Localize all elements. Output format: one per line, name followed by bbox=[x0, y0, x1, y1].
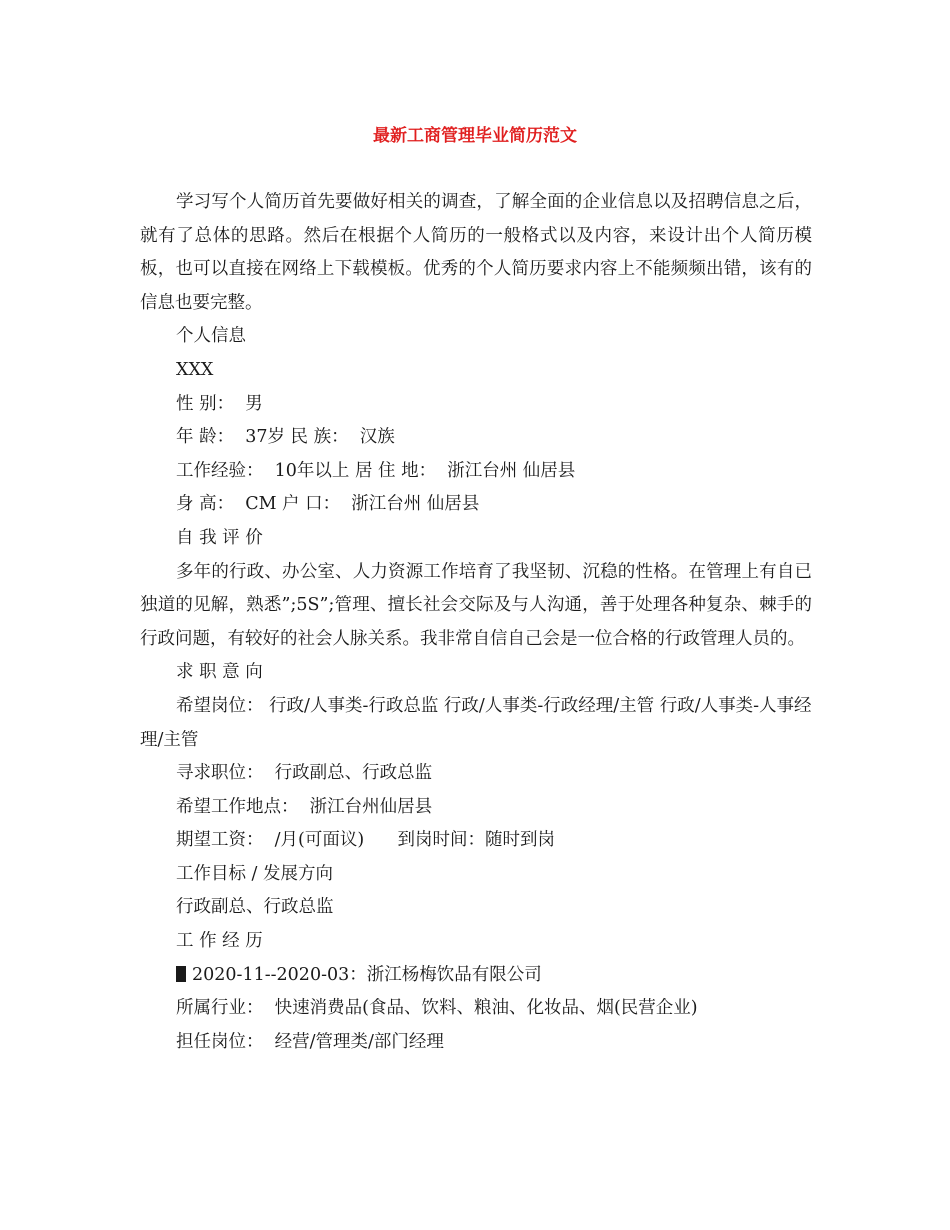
personal-info-heading: 个人信息 bbox=[176, 326, 246, 347]
career-goal-text: 行政副总、行政总监 bbox=[176, 897, 334, 918]
seeking-position-line: 寻求职位： 行政副总、行政总监 bbox=[176, 763, 433, 784]
salary-start-line: 期望工资： /月(可面议) 到岗时间：随时到岗 bbox=[176, 830, 556, 851]
role-line: 担任岗位： 经营/管理类/部门经理 bbox=[176, 1031, 444, 1052]
document-title: 最新工商管理毕业简历范文 bbox=[373, 126, 577, 146]
bullet-block-icon bbox=[176, 966, 186, 982]
self-evaluation-heading: 自 我 评 价 bbox=[176, 527, 263, 548]
self-evaluation-text: 多年的行政、办公室、人力资源工作培育了我坚韧、沉稳的性格。在管理上有自已独道的见解，熟悉”;5S”;管理、擅长社会交际及与人沟通，善于处理各种复杂、棘手的行政问题，有较好的社会人脉关系。我非常自信自己会是一位合格的行政管理人员的。 bbox=[140, 561, 812, 649]
job-intention-heading: 求 职 意 向 bbox=[176, 662, 263, 683]
career-goal-heading: 工作目标 / 发展方向 bbox=[176, 863, 334, 884]
work-period-line bbox=[140, 959, 812, 993]
desired-location-line: 希望工作地点： 浙江台州仙居县 bbox=[176, 796, 433, 817]
age-ethnicity-line: 年 龄： 37岁 民 族： 汉族 bbox=[176, 427, 395, 448]
industry-line: 所属行业： 快速消费品(食品、饮料、粮油、化妆品、烟(民营企业) bbox=[176, 998, 698, 1019]
gender-line: 性 别： 男 bbox=[176, 393, 263, 414]
intro-paragraph: 学习写个人简历首先要做好相关的调查，了解全面的企业信息以及招聘信息之后，就有了总体的思路。然后在根据个人简历的一般格式以及内容，来设计出个人简历模板，也可以直接在网络上下载模板。优秀的个人简历要求内容上不能频频出错，该有的信息也要完整。 bbox=[140, 192, 812, 313]
experience-residence-line: 工作经验： 10年以上 居 住 地： 浙江台州 仙居县 bbox=[176, 460, 576, 481]
work-history-heading: 工 作 经 历 bbox=[176, 931, 263, 952]
candidate-name: XXX bbox=[176, 359, 214, 380]
work-period-text: 2020-11--2020-03：浙江杨梅饮品有限公司 bbox=[192, 964, 542, 985]
document-body bbox=[140, 186, 812, 1059]
height-hukou-line: 身 高： CM 户 口： 浙江台州 仙居县 bbox=[176, 494, 480, 515]
desired-positions-line: 希望岗位： 行政/人事类-行政总监 行政/人事类-行政经理/主管 行政/人事类-人事经理/主管 bbox=[140, 695, 812, 750]
